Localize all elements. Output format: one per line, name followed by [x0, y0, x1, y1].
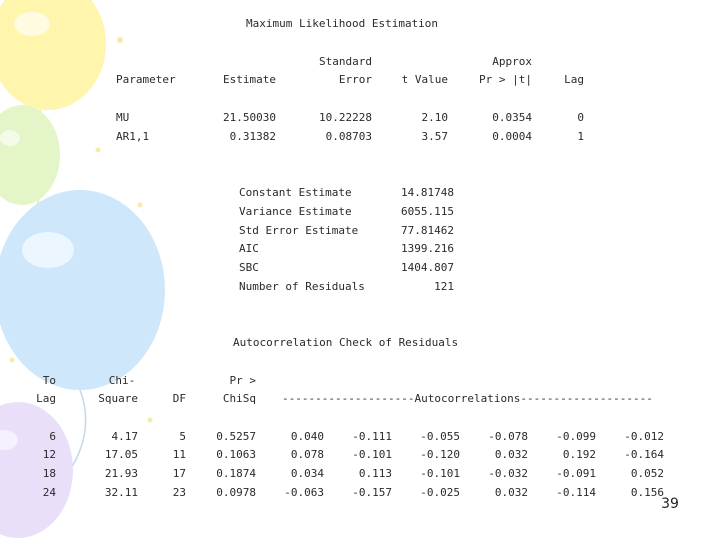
acf-header-chisq: ChiSq: [222, 392, 256, 405]
stat-label: Constant Estimate: [239, 186, 352, 199]
acf-row-pr-chisq: 0.0978: [216, 486, 256, 499]
acf-row-autocorrelation: -0.111: [352, 430, 392, 443]
stat-label: AIC: [239, 242, 259, 255]
acf-header-autocorrelations: --------------------Autocorrelations--------------------: [282, 392, 653, 405]
mle-row-t-value: 2.10: [421, 111, 448, 124]
acf-row-autocorrelation: 0.052: [630, 467, 664, 480]
stat-label: SBC: [239, 261, 259, 274]
acf-row-autocorrelation: -0.101: [420, 467, 460, 480]
stat-value: 1399.216: [401, 242, 454, 255]
mle-row-error: 0.08703: [325, 130, 372, 143]
acf-row-autocorrelation: 0.078: [290, 448, 324, 461]
acf-row-chi-square: 32.11: [104, 486, 138, 499]
acf-row-autocorrelation: -0.114: [556, 486, 596, 499]
mle-row-pr: 0.0354: [492, 111, 532, 124]
mle-row-parameter: AR1,1: [116, 130, 150, 143]
acf-row-autocorrelation: 0.040: [290, 430, 324, 443]
acf-row-autocorrelation: 0.032: [494, 448, 528, 461]
mle-row-parameter: MU: [116, 111, 130, 124]
page-number: 39: [661, 496, 679, 512]
mle-row-estimate: 0.31382: [229, 130, 276, 143]
acf-title: Autocorrelation Check of Residuals: [233, 336, 459, 349]
acf-row-autocorrelation: -0.012: [624, 430, 664, 443]
acf-row-autocorrelation: -0.055: [420, 430, 460, 443]
acf-row-df: 23: [172, 486, 186, 499]
mle-header-pr: Pr > |t|: [479, 73, 532, 86]
acf-row-autocorrelation: -0.063: [284, 486, 324, 499]
mle-header-approx: Approx: [492, 55, 532, 68]
mle-header-error: Error: [338, 73, 372, 86]
acf-row-autocorrelation: -0.091: [556, 467, 596, 480]
stat-label: Std Error Estimate: [239, 224, 359, 237]
acf-row-autocorrelation: 0.032: [494, 486, 528, 499]
acf-row-autocorrelation: 0.034: [290, 467, 324, 480]
stat-value: 14.81748: [401, 186, 454, 199]
acf-row-autocorrelation: -0.025: [420, 486, 460, 499]
mle-row-lag: 0: [577, 111, 584, 124]
stat-value: 1404.807: [401, 261, 454, 274]
mle-header-lag: Lag: [564, 73, 584, 86]
acf-row-df: 11: [172, 448, 186, 461]
mle-title: Maximum Likelihood Estimation: [246, 17, 439, 30]
acf-row-pr-chisq: 0.1874: [216, 467, 256, 480]
stat-value: 6055.115: [401, 205, 454, 218]
acf-row-lag: 12: [42, 448, 56, 461]
acf-row-autocorrelation: 0.192: [562, 448, 596, 461]
stat-value: 77.81462: [401, 224, 454, 237]
mle-header-standard: Standard: [319, 55, 372, 68]
acf-header-square: Square: [98, 392, 138, 405]
acf-row-chi-square: 21.93: [104, 467, 138, 480]
acf-row-autocorrelation: 0.156: [630, 486, 664, 499]
acf-row-pr-chisq: 0.5257: [216, 430, 256, 443]
stat-value: 121: [434, 280, 454, 293]
acf-row-lag: 6: [49, 430, 56, 443]
acf-row-autocorrelation: -0.101: [352, 448, 392, 461]
mle-header-estimate: Estimate: [223, 73, 276, 86]
acf-header-df: DF: [172, 392, 186, 405]
acf-row-df: 5: [179, 430, 186, 443]
acf-row-autocorrelation: -0.120: [420, 448, 460, 461]
mle-header-parameter: Parameter: [116, 73, 176, 86]
acf-row-autocorrelation: -0.032: [488, 467, 528, 480]
acf-row-pr-chisq: 0.1063: [216, 448, 256, 461]
mle-row-lag: 1: [577, 130, 584, 143]
acf-row-autocorrelation: -0.164: [624, 448, 664, 461]
acf-header-to: To: [42, 374, 56, 387]
acf-row-lag: 18: [42, 467, 56, 480]
acf-row-autocorrelation: -0.078: [488, 430, 528, 443]
acf-row-autocorrelation: -0.157: [352, 486, 392, 499]
acf-row-chi-square: 4.17: [111, 430, 138, 443]
acf-row-chi-square: 17.05: [104, 448, 138, 461]
acf-row-autocorrelation: -0.099: [556, 430, 596, 443]
mle-row-t-value: 3.57: [421, 130, 448, 143]
acf-header-chi: Chi-: [108, 374, 136, 387]
acf-row-df: 17: [172, 467, 186, 480]
acf-header-lag: Lag: [36, 392, 56, 405]
acf-header-pr: Pr >: [229, 374, 256, 387]
mle-row-error: 10.22228: [319, 111, 372, 124]
stat-label: Variance Estimate: [239, 205, 352, 218]
acf-row-lag: 24: [42, 486, 56, 499]
mle-row-estimate: 21.50030: [223, 111, 276, 124]
mle-row-pr: 0.0004: [492, 130, 532, 143]
mle-header-t-value: t Value: [401, 73, 448, 86]
balloon-green-icon: [0, 105, 60, 205]
stat-label: Number of Residuals: [239, 280, 365, 293]
acf-row-autocorrelation: 0.113: [358, 467, 392, 480]
